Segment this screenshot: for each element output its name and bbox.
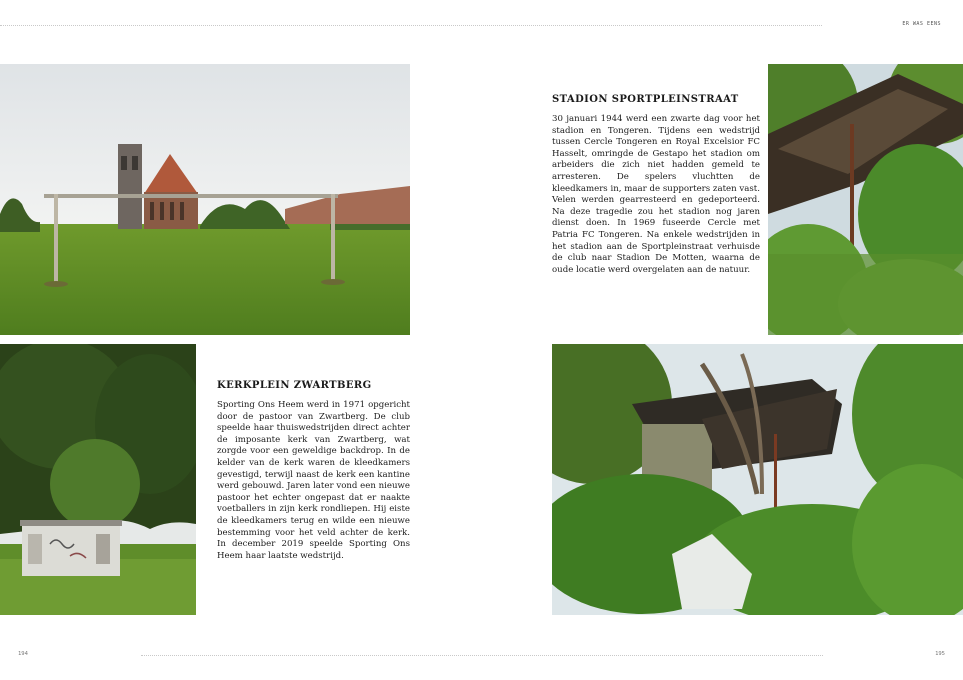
kantine-hut-photo (0, 344, 196, 615)
footer-rule (141, 655, 823, 656)
header-rule (0, 25, 822, 26)
page-number-left: 194 (18, 651, 28, 657)
overgrown-grandstand-bottom-photo (552, 344, 963, 615)
section-tag: ER WAS EENS (902, 21, 941, 27)
zwartberg-body: Sporting Ons Heem werd in 1971 opgericht door de pastoor van Zwartberg. De club speelde haar thuiswedstrijden direct achter de imposante kerk van Zwartberg, wat zorgde voor een geweldige backdrop. In de kelder van de kerk waren de kleedkamers gevestigd, terwijl naast de kerk een kantine werd gebouwd. Jaren later vond een nieuwe pastoor het echter ongepast dat er naakte voetballers in zijn kerk rondliepen. Hij eiste de kleedkamers terug en wilde een nieuwe bestemming voor het veld achter de kerk. In december 2019 speelde Sporting Ons Heem haar laatste wedstrijd. (217, 400, 410, 561)
zwartberg-heading: KERKPLEIN ZWARTBERG (217, 380, 372, 391)
sportpleinstraat-body: 30 januari 1944 werd een zwarte dag voor het stadion en Tongeren. Tijdens een wedstrijd tussen Cercle Tongeren en Royal Excelsior FC Hasselt, omringde de Gestapo het stadion om arbeiders die zich niet hadden gemeld te arresteren. De spelers vluchtten de kleedkamers in, maar de supporters zaten vast. Velen werden gearresteerd en gedeporteerd. Na deze tragedie zou het stadion nog jaren dienst doen. In 1969 fuseerde Cercle met Patria FC Tongeren. Na enkele wedstrijden in het stadion aan de Sportpleinstraat verhuisde de club naar Stadion De Motten, waarna de oude locatie werd overgelaten aan de natuur. (552, 114, 760, 275)
goalpost-church-field-photo (0, 64, 410, 335)
page-number-right: 195 (935, 651, 945, 657)
sportpleinstraat-heading: STADION SPORTPLEINSTRAAT (552, 94, 739, 105)
overgrown-grandstand-top-photo (768, 64, 963, 335)
